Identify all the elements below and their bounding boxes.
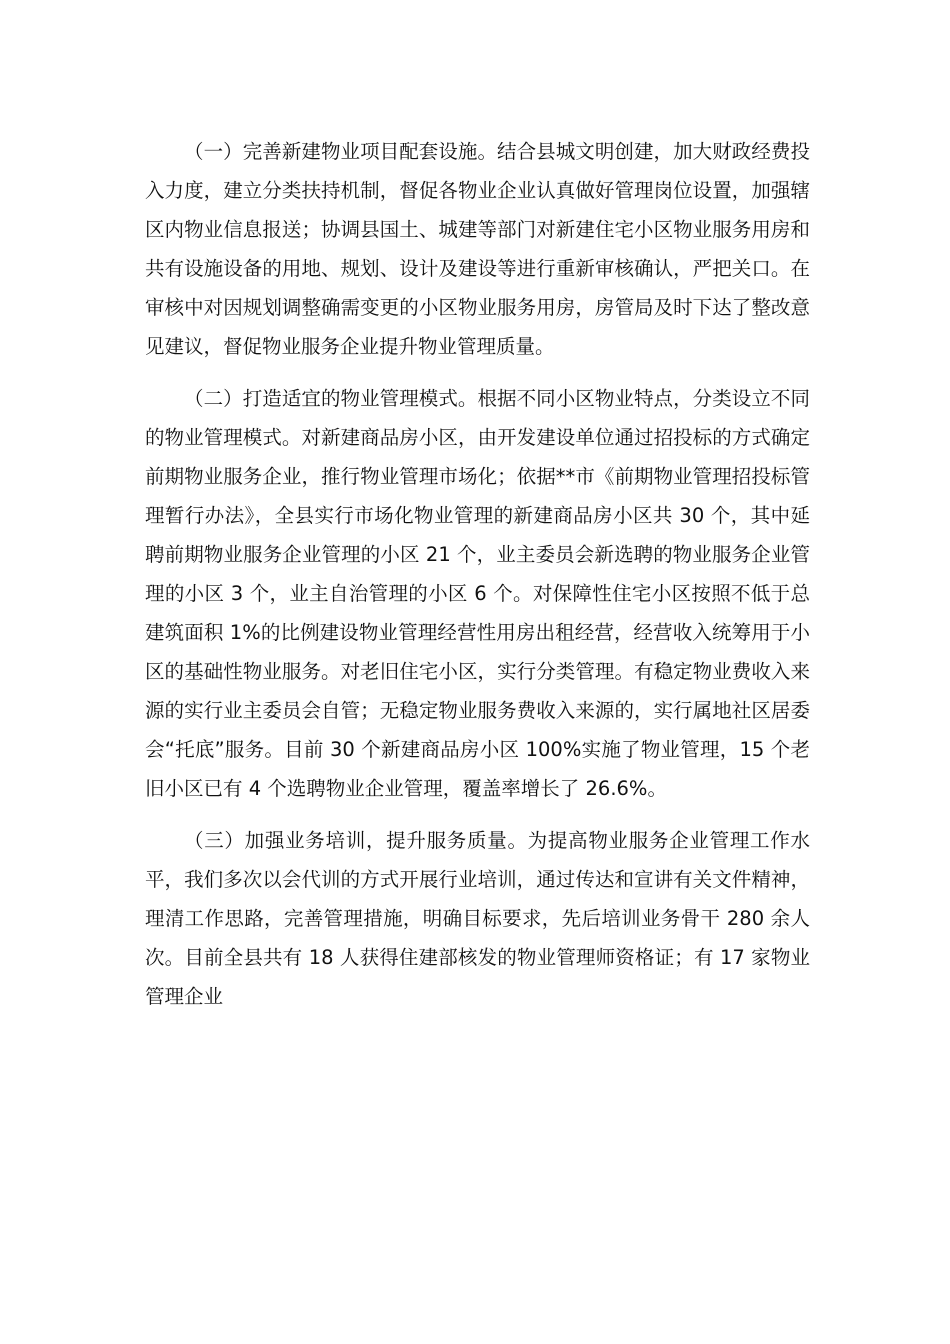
paragraph-training: （三）加强业务培训，提升服务质量。为提高物业服务企业管理工作水平，我们多次以会代训的方式开展行业培训，通过传达和宣讲有关文件精神，理清工作思路，完善管理措施，明确目标要求，先后培训业务骨干 280 余人次。目前全县共有 18 人获得住建部核发的物业管理师资格证；有 17 家物业管理企业 [145, 829, 810, 1008]
paragraph-facilities: （一）完善新建物业项目配套设施。结合县城文明创建，加大财政经费投入力度，建立分类扶持机制，督促各物业企业认真做好管理岗位设置，加强辖区内物业信息报送；协调县国土、城建等部门对新建住宅小区物业服务用房和共有设施设备的用地、规划、设计及建设等进行重新审核确认，严把关口。在审核中对因规划调整确需变更的小区物业服务用房，房管局及时下达了整改意见建议，督促物业服务企业提升物业管理质量。 [145, 140, 810, 358]
document-body [145, 132, 810, 1029]
paragraph-management-mode: （二）打造适宜的物业管理模式。根据不同小区物业特点，分类设立不同的物业管理模式。对新建商品房小区，由开发建设单位通过招投标的方式确定前期物业服务企业，推行物业管理市场化；依据**市《前期物业管理招投标管理暂行办法》，全县实行市场化物业管理的新建商品房小区共 30 个，其中延聘前期物业服务企业管理的小区 21 个，业主委员会新选聘的物业服务企业管理的小区 3 个，业主自治管理的小区 6 个。对保障性住宅小区按照不低于总建筑面积 1%的比例建设物业管理经营性用房出租经营，经营收入统筹用于小区的基础性物业服务。对老旧住宅小区，实行分类管理。有稳定物业费收入来源的实行业主委员会自管；无稳定物业服务费收入来源的，实行属地社区居委会“托底”服务。目前 30 个新建商品房小区 100%实施了物业管理，15 个老旧小区已有 4 个选聘物业企业管理，覆盖率增长了 26.6%。 [145, 387, 810, 800]
